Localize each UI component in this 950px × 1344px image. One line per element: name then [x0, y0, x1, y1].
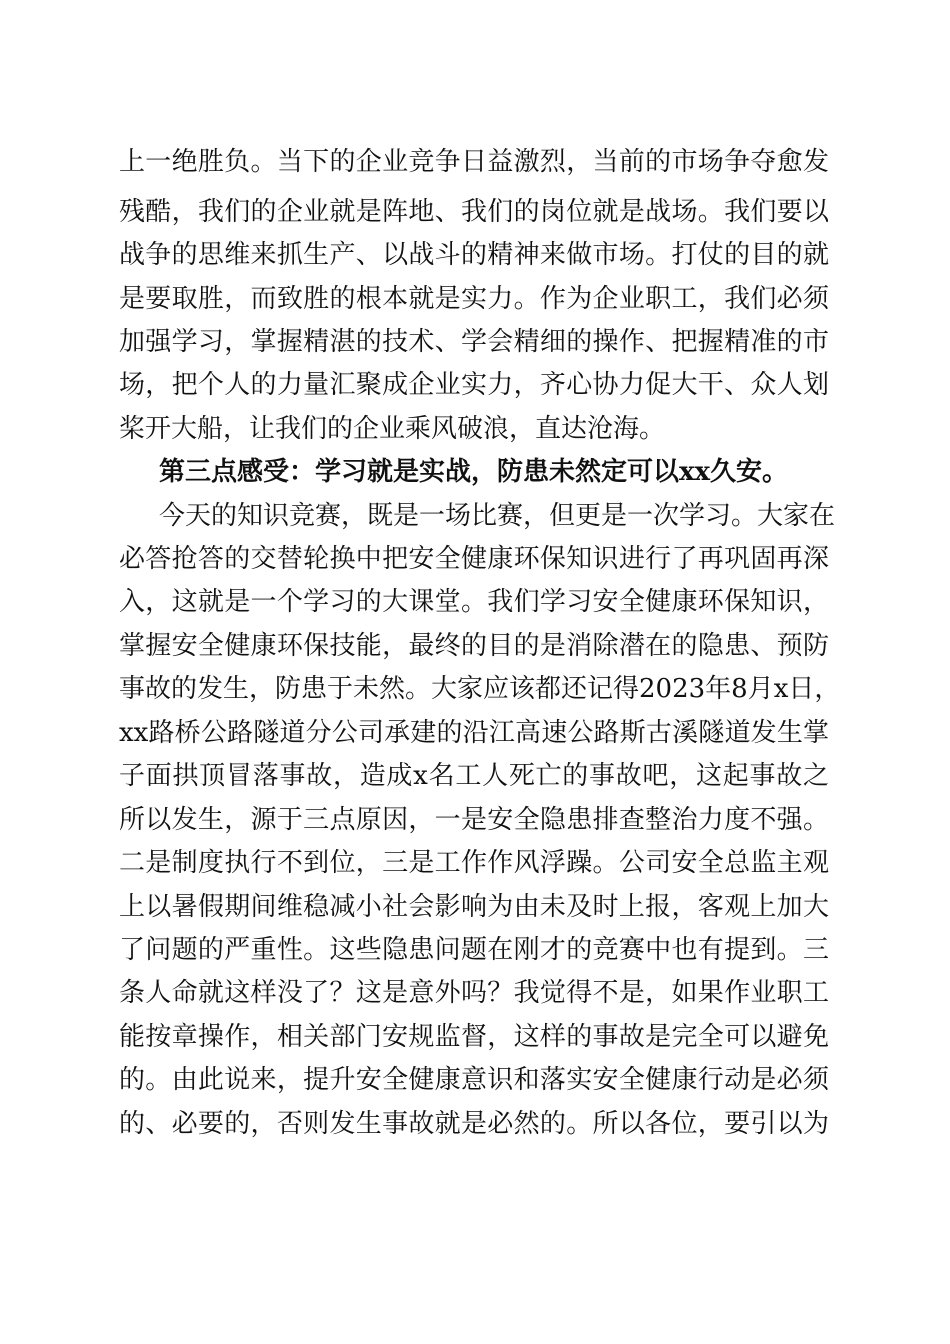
paragraph-line: 战争的思维来抓生产、以战斗的精神来做市场。打仗的目的就 — [119, 240, 829, 270]
paragraph-line: 的。由此说来，提升安全健康意识和落实安全健康行动是必须 — [119, 1065, 829, 1095]
paragraph-line: 子面拱顶冒落事故，造成x名工人死亡的事故吧，这起事故之 — [119, 761, 829, 791]
section-heading: 第三点感受：学习就是实战，防患未然定可以xx久安。 — [159, 457, 789, 487]
paragraph-line: 的、必要的，否则发生事故就是必然的。所以各位，要引以为 — [119, 1109, 829, 1139]
paragraph-line: 是要取胜，而致胜的根本就是实力。作为企业职工，我们必须 — [119, 284, 829, 314]
paragraph-line: 二是制度执行不到位，三是工作作风浮躁。公司安全总监主观 — [119, 848, 829, 878]
paragraph-line: xx路桥公路隧道分公司承建的沿江高速公路斯古溪隧道发生掌 — [119, 718, 829, 748]
paragraph-line: 掌握安全健康环保技能，最终的目的是消除潜在的隐患、预防 — [119, 631, 829, 661]
paragraph-line: 了问题的严重性。这些隐患问题在刚才的竞赛中也有提到。三 — [119, 935, 829, 965]
paragraph-line: 所以发生，源于三点原因，一是安全隐患排查整治力度不强。 — [119, 805, 829, 835]
paragraph-line: 必答抢答的交替轮换中把安全健康环保知识进行了再巩固再深 — [119, 544, 829, 574]
paragraph-line: 桨开大船，让我们的企业乘风破浪，直达沧海。 — [119, 414, 666, 444]
paragraph-line: 场，把个人的力量汇聚成企业实力，齐心协力促大干、众人划 — [119, 370, 829, 400]
paragraph-line: 上以暑假期间维稳减小社会影响为由未及时上报，客观上加大 — [119, 892, 829, 922]
paragraph-line: 残酷，我们的企业就是阵地、我们的岗位就是战场。我们要以 — [119, 197, 829, 227]
paragraph-line: 入，这就是一个学习的大课堂。我们学习安全健康环保知识， — [119, 587, 829, 617]
paragraph-line: 上一绝胜负。当下的企业竞争日益激烈，当前的市场争夺愈发 — [119, 147, 829, 177]
paragraph-line: 加强学习，掌握精湛的技术、学会精细的操作、把握精准的市 — [119, 327, 829, 357]
paragraph-line: 能按章操作，相关部门安规监督，这样的事故是完全可以避免 — [119, 1022, 829, 1052]
paragraph-line: 事故的发生，防患于未然。大家应该都还记得2023年8月x日， — [119, 674, 841, 704]
paragraph-line: 今天的知识竞赛，既是一场比赛，但更是一次学习。大家在 — [159, 501, 836, 531]
paragraph-line: 条人命就这样没了？这是意外吗？我觉得不是，如果作业职工 — [119, 978, 829, 1008]
